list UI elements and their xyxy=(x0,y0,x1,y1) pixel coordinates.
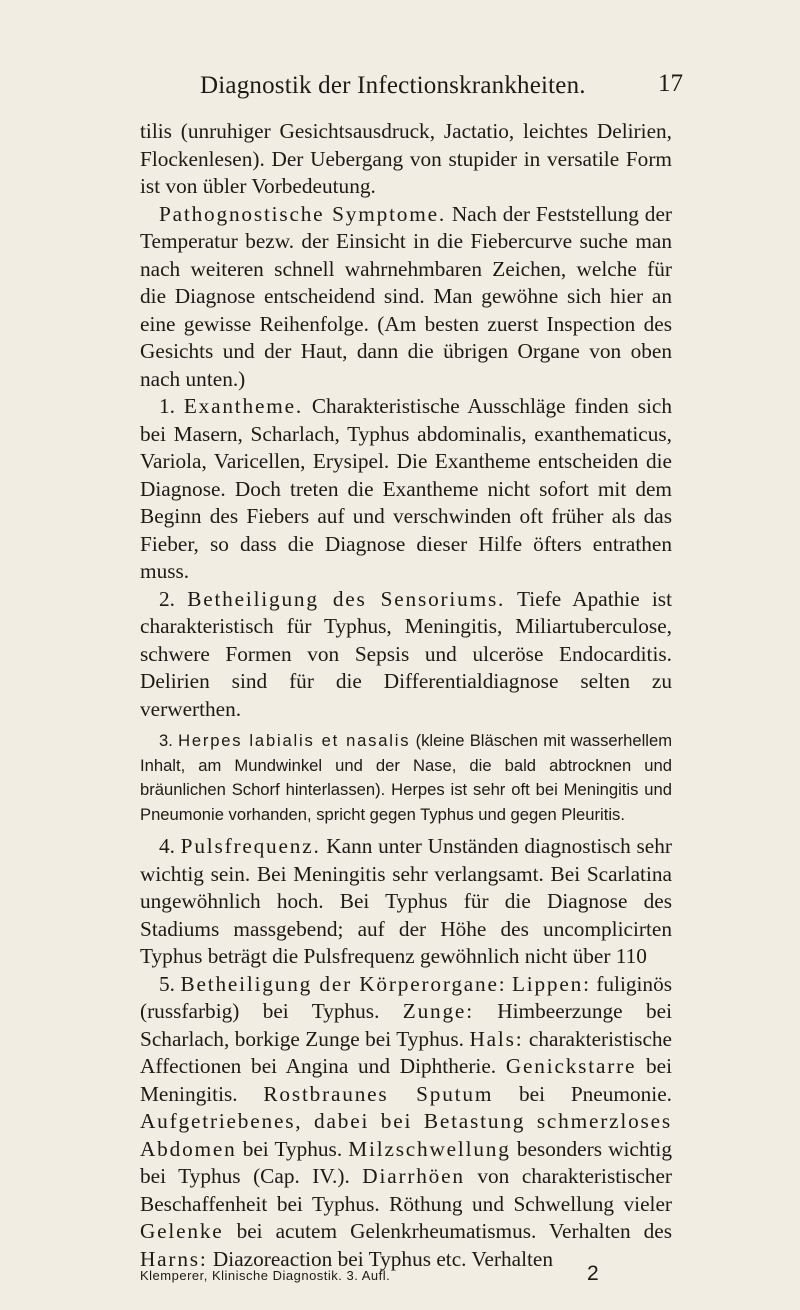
paragraph-text: Himbeerzunge bei Scharlach, borkige Zunge bei Typhus. xyxy=(140,999,672,1051)
paragraph-sensorium xyxy=(140,586,672,724)
paragraph-pathognostic-symptoms xyxy=(140,201,672,394)
paragraph-text: bei Pneumonie. xyxy=(493,1081,672,1106)
paragraph-koerperorgane xyxy=(140,971,672,1274)
section-heading: Pathognostische Symptome. xyxy=(159,201,446,226)
item-number: 2. xyxy=(159,586,188,611)
paragraph-text: tilis (unruhiger Gesichtsausdruck, Jactatio, leichtes Delirien, Flockenlesen). Der Uebergang von stupider in versatile Form ist von übler Vorbedeutung. xyxy=(140,119,672,198)
paragraph-text: besonders wichtig bei Typhus (Cap. IV.). xyxy=(140,1136,672,1188)
page-header xyxy=(0,70,800,110)
section-heading: Betheiligung des Sensoriums. xyxy=(187,586,506,611)
keyword-lippen: Lippen: xyxy=(511,971,591,996)
paragraph-text: (kleine Bläschen mit wasserhellem Inhalt, am Mundwinkel und der Nase, die bald abtrocknen und bräunlichen Schorf hinterlassen). Herpes ist sehr oft bei Meningitis und Pneumonie vorhanden, spricht gegen Typhus und gegen Pleuritis. xyxy=(140,731,673,824)
page-footer xyxy=(140,1264,672,1290)
keyword-abdomen: Aufgetriebenes, dabei bei Betastung schmerzloses Abdomen xyxy=(140,1109,672,1161)
paragraph-text: Diazoreaction bei Typhus etc. Verhalten xyxy=(207,1246,554,1271)
paragraph-text: bei Meningitis. xyxy=(140,1054,672,1106)
signature-mark: 2 xyxy=(587,1262,599,1285)
section-heading: Pulsfrequenz. xyxy=(180,834,321,858)
keyword-gelenke: Gelenke xyxy=(140,1219,224,1243)
paragraph-exantheme xyxy=(140,393,672,586)
section-heading: Exantheme. xyxy=(183,394,303,418)
keyword-diarrhoeen: Diarrhöen xyxy=(362,1164,465,1188)
keyword-milzschwellung: Milzschwellung xyxy=(348,1136,511,1161)
paragraph-text: fuliginös (russfarbig) bei Typhus. xyxy=(140,971,673,1023)
paragraph-herpes xyxy=(140,729,672,827)
paragraph-text: charakteristische Affectionen bei Angina und Diphtherie. xyxy=(140,1026,672,1078)
paragraph-text: Kann unter Unständen diagnostisch sehr wichtig sein. Bei Meningitis sehr verlangsamt. Bei Scarlatina ungewöhnlich hoch. Bei Typhus für die Diagnose des Stadiums massgebend; auf der Höhe des uncomplicirten Typhus beträgt die Pulsfrequenz gewöhnlich nicht über 110 xyxy=(140,834,672,968)
running-title: Diagnostik der Infectionskrankheiten. xyxy=(200,72,586,99)
keyword-sputum: Rostbraunes Sputum xyxy=(263,1081,494,1106)
paragraph-text: Nach der Feststellung der Temperatur bezw. der Einsicht in die Fiebercurve suche man nach weiteren schnell wahrnehmbaren Zeichen, welche für die Diagnose entscheidend sind. Man gewöhne sich hier an eine gewisse Reihenfolge. (Am besten zuerst Inspection des Gesichts und der Haut, dann die übrigen Organe von oben nach unten.) xyxy=(140,201,673,391)
page-number: 17 xyxy=(658,70,683,97)
paragraph-text: bei Typhus. xyxy=(236,1136,349,1161)
paragraph-text: Charakteristische Ausschläge finden sich bei Masern, Scharlach, Typhus abdominalis, exanthematicus, Variola, Varicellen, Erysipel. Die Exantheme entscheiden die Diagnose. Doch treten die Exantheme nicht sofort mit dem Beginn des Fiebers auf und verschwinden oft früher als das Fieber, so dass die Diagnose dieser Hilfe öfters entrathen muss. xyxy=(140,394,672,583)
paragraph-text: von charakteristischer Beschaffenheit bei Typhus. Röthung und Schwellung vieler xyxy=(140,1164,672,1216)
item-number: 5. xyxy=(159,971,181,996)
item-number: 4. xyxy=(159,834,181,858)
paragraph-pulsfrequenz xyxy=(140,833,672,971)
body-text xyxy=(140,118,672,1273)
section-heading: Betheiligung der Körperorgane: xyxy=(180,971,507,996)
keyword-hals: Hals: xyxy=(469,1026,524,1051)
section-heading: Herpes labialis et nasalis xyxy=(178,731,411,750)
item-number: 3. xyxy=(159,731,179,750)
paragraph-continuation xyxy=(140,118,672,201)
paragraph-text: bei acutem Gelenkrheumatismus. Verhalten des xyxy=(223,1219,672,1243)
paragraph-text: Tiefe Apathie ist charakteristisch für Typhus, Meningitis, Miliartuberculose, schwere Formen von Sepsis und ulceröse Endocarditis. Delirien sind für die Differentialdiagnose selten zu verwerthen. xyxy=(140,586,673,721)
item-number: 1. xyxy=(159,394,184,418)
footer-citation: Klemperer, Klinische Diagnostik. 3. Aufl. xyxy=(140,1268,391,1283)
keyword-genickstarre: Genickstarre xyxy=(505,1054,637,1078)
keyword-harns: Harns: xyxy=(140,1246,208,1271)
keyword-zunge: Zunge: xyxy=(402,999,474,1023)
